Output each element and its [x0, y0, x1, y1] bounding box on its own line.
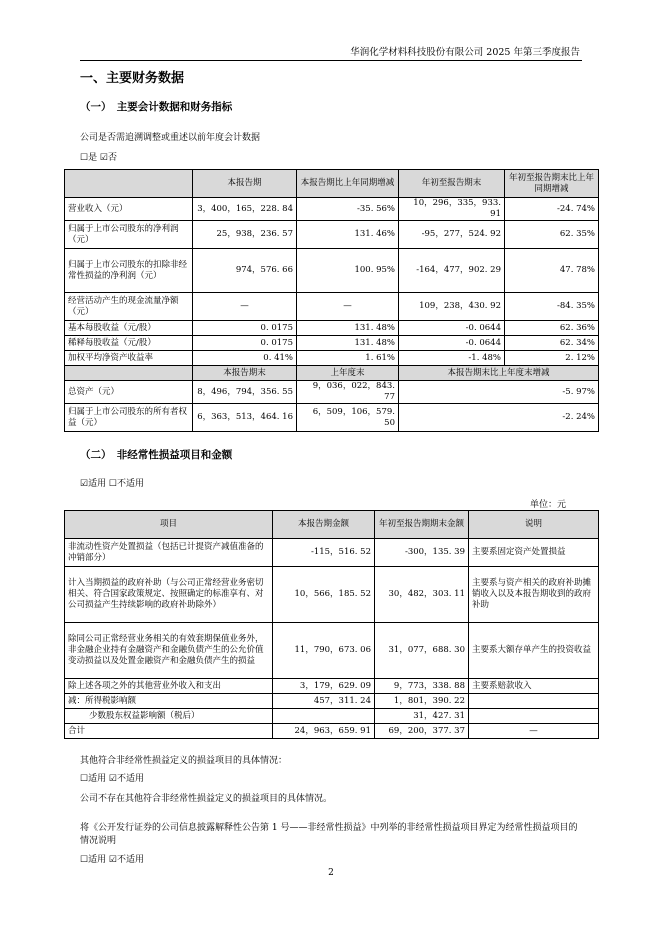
- table-cell: 总资产（元）: [65, 381, 193, 404]
- table-subheader-row: [65, 366, 599, 381]
- table-row: [65, 198, 599, 221]
- unit-label: 单位：元: [529, 500, 566, 510]
- table-cell: 主要系与资产相关的政府补助摊销收入以及本报告期收到的政府补助: [469, 567, 599, 623]
- table-cell: 2. 12%: [505, 351, 599, 366]
- table-cell: 62. 36%: [505, 321, 599, 336]
- classification-checkbox[interactable]: ☐适用 ☑不适用: [80, 855, 144, 865]
- table-cell: —: [193, 293, 297, 321]
- table-cell: 8，496，794，356. 55: [193, 381, 297, 404]
- table-cell: -35. 56%: [297, 198, 399, 221]
- table-cell: 基本每股收益（元/股）: [65, 321, 193, 336]
- table-cell: 稀释每股收益（元/股）: [65, 336, 193, 351]
- table-header-cell: 上年度末: [297, 366, 399, 381]
- table-header-cell: 本报告期末: [193, 366, 297, 381]
- table-cell: 加权平均净资产收益率: [65, 351, 193, 366]
- table-header-cell: 年初至报告期末比上年同期增减: [505, 170, 599, 198]
- table-cell: 131. 46%: [297, 221, 399, 249]
- table-cell: -84. 35%: [505, 293, 599, 321]
- table-cell: 31，427. 31: [375, 709, 469, 724]
- table-cell: 9，773，338. 88: [375, 679, 469, 694]
- table-row: [65, 709, 599, 724]
- table-header-cell: 本报告期金额: [273, 511, 375, 539]
- table-row: [65, 679, 599, 694]
- non-recurring-table: [64, 510, 599, 739]
- subsection-title-financial-data: （一） 主要会计数据和财务指标: [80, 101, 233, 113]
- table-row: [65, 694, 599, 709]
- not-exist-text: 公司不存在其他符合非经常性损益定义的损益项目的具体情况。: [80, 794, 333, 804]
- table-cell: —: [297, 293, 399, 321]
- table-cell: 除上述各项之外的其他营业外收入和支出: [65, 679, 273, 694]
- classification-note: 将《公开发行证券的公司信息披露解释性公告第 1 号——非经常性损益》中列举的非经常性损益项目界定为经常性损益项目的情况说明: [80, 823, 578, 846]
- restatement-question: 公司是否需追溯调整或重述以前年度会计数据: [80, 133, 261, 143]
- table-header-cell: [65, 170, 193, 198]
- table-row: [65, 539, 599, 567]
- table-cell: 归属于上市公司股东的扣除非经常性损益的净利润（元）: [65, 249, 193, 293]
- table-cell: 归属于上市公司股东的净利润（元）: [65, 221, 193, 249]
- table-cell: 主要系赔款收入: [469, 679, 599, 694]
- table-row: [65, 623, 599, 679]
- table-cell: 11，790，673. 06: [273, 623, 375, 679]
- table-cell: 109，238，430. 92: [399, 293, 505, 321]
- table-cell: —: [469, 724, 599, 739]
- table-cell: -95，277，524. 92: [399, 221, 505, 249]
- table-cell: 974，576. 66: [193, 249, 297, 293]
- page-number: 2: [328, 868, 334, 878]
- table-cell: -164，477，902. 29: [399, 249, 505, 293]
- table-cell: 非流动性资产处置损益（包括已计提资产减值准备的冲销部分）: [65, 539, 273, 567]
- table-header-cell: [65, 366, 193, 381]
- table-cell: 9，036，022，843. 77: [297, 381, 399, 404]
- table-cell: 25，938，236. 57: [193, 221, 297, 249]
- table-cell: 少数股东权益影响额（税后）: [65, 709, 273, 724]
- table-cell: 6，363，513，464. 16: [193, 404, 297, 432]
- table-cell: [273, 709, 375, 724]
- table-cell: -0. 0644: [399, 321, 505, 336]
- table-cell: [469, 709, 599, 724]
- restatement-checkbox[interactable]: ☐是 ☑否: [80, 153, 117, 163]
- other-items-text: 其他符合非经常性损益定义的损益项目的具体情况：: [80, 756, 288, 766]
- table-cell: 营业收入（元）: [65, 198, 193, 221]
- table-cell: 除同公司正常经营业务相关的有效套期保值业务外，非金融企业持有金融资产和金融负债产生的公允价值变动损益以及处置金融资产和金融负债产生的损益: [65, 623, 273, 679]
- table-cell: 0. 0175: [193, 336, 297, 351]
- table-cell: 1. 61%: [297, 351, 399, 366]
- table-cell: 合计: [65, 724, 273, 739]
- table-cell: 主要系固定资产处置损益: [469, 539, 599, 567]
- table-cell: 1，801，390. 22: [375, 694, 469, 709]
- table-cell: 3，400，165，228. 84: [193, 198, 297, 221]
- table-header-row: [65, 170, 599, 198]
- table-cell: 47. 78%: [505, 249, 599, 293]
- table-header-cell: 项目: [65, 511, 273, 539]
- table-cell: 6，509，106，579. 50: [297, 404, 399, 432]
- table-row: [65, 249, 599, 293]
- table-row: [65, 293, 599, 321]
- table-cell: 经营活动产生的现金流量净额（元）: [65, 293, 193, 321]
- table-cell: 62. 34%: [505, 336, 599, 351]
- table-cell: 62. 35%: [505, 221, 599, 249]
- table-header-cell: 本报告期: [193, 170, 297, 198]
- applicable-checkbox[interactable]: ☑适用 ☐不适用: [80, 479, 144, 489]
- table-cell: 131. 48%: [297, 336, 399, 351]
- table-cell: 100. 95%: [297, 249, 399, 293]
- table-cell: 24，963，659. 91: [273, 724, 375, 739]
- table-header-cell: 年初至报告期期末金额: [375, 511, 469, 539]
- subsection-title-non-recurring: （二） 非经常性损益项目和金额: [80, 449, 233, 461]
- table-row: [65, 404, 599, 432]
- table-cell: 10，296，335，933. 91: [399, 198, 505, 221]
- table-header-cell: 本报告期比上年同期增减: [297, 170, 399, 198]
- table-cell: -1. 48%: [399, 351, 505, 366]
- table-cell: 3，179，629. 09: [273, 679, 375, 694]
- table-header-cell: 说明: [469, 511, 599, 539]
- table-header-row: [65, 511, 599, 539]
- table-cell: 31，077，688. 30: [375, 623, 469, 679]
- table-row: [65, 221, 599, 249]
- table-row: [65, 567, 599, 623]
- other-items-checkbox[interactable]: ☐适用 ☑不适用: [80, 774, 144, 784]
- table-header-cell: 年初至报告期末: [399, 170, 505, 198]
- table-cell: [469, 694, 599, 709]
- table-row: [65, 321, 599, 336]
- table-cell: 69，200，377. 37: [375, 724, 469, 739]
- table-cell: -300，135. 39: [375, 539, 469, 567]
- table-cell: 归属于上市公司股东的所有者权益（元）: [65, 404, 193, 432]
- table-row: [65, 381, 599, 404]
- table-total-row: [65, 724, 599, 739]
- table-cell: 0. 41%: [193, 351, 297, 366]
- table-cell: 30，482，303. 11: [375, 567, 469, 623]
- table-cell: -5. 97%: [399, 381, 599, 404]
- table-cell: 0. 0175: [193, 321, 297, 336]
- table-cell: 主要系大额存单产生的投资收益: [469, 623, 599, 679]
- table-header-cell: 本报告期末比上年度末增减: [399, 366, 599, 381]
- section-title: 一、主要财务数据: [80, 71, 185, 86]
- table-row: [65, 351, 599, 366]
- table-cell: 减：所得税影响额: [65, 694, 273, 709]
- table-cell: 131. 48%: [297, 321, 399, 336]
- table-cell: 10，566，185. 52: [273, 567, 375, 623]
- table-cell: -115，516. 52: [273, 539, 375, 567]
- header-rule: [80, 60, 582, 61]
- financial-data-table: [64, 169, 599, 432]
- table-cell: -0. 0644: [399, 336, 505, 351]
- table-cell: -2. 24%: [399, 404, 599, 432]
- table-cell: -24. 74%: [505, 198, 599, 221]
- table-cell: 457，311. 24: [273, 694, 375, 709]
- table-row: [65, 336, 599, 351]
- page-header: 华润化学材料科技股份有限公司 2025 年第三季度报告: [350, 47, 580, 58]
- table-cell: 计入当期损益的政府补助（与公司正常经营业务密切相关、符合国家政策规定、按照确定的标准享有、对公司损益产生持续影响的政府补助除外）: [65, 567, 273, 623]
